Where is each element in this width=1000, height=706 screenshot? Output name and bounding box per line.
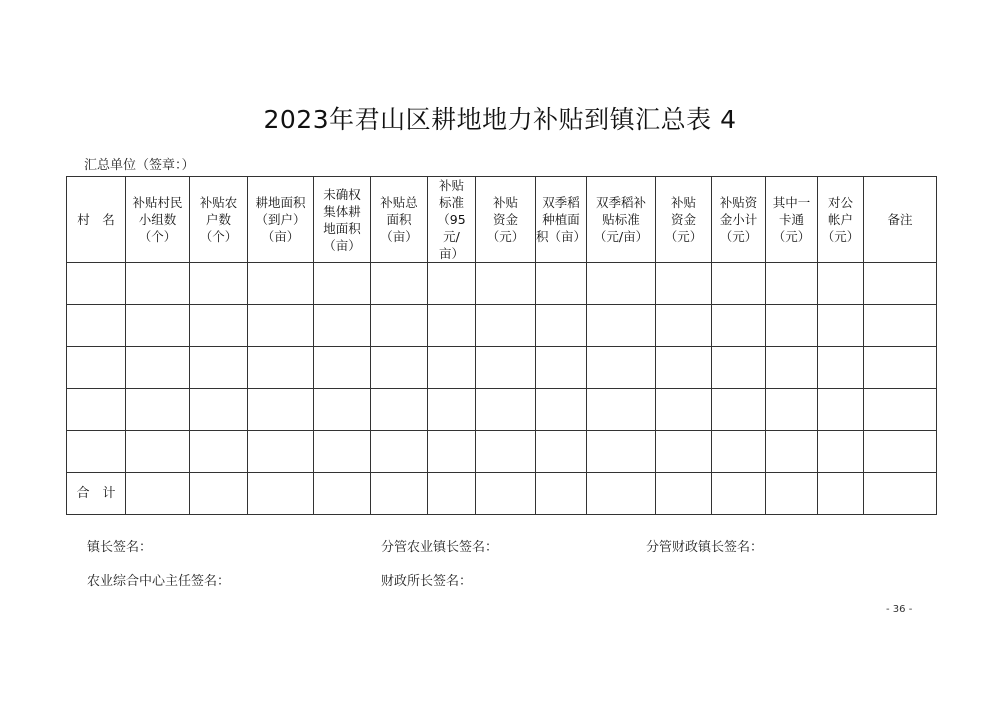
agri-center-director-signature-label: 农业综合中心主任签名：	[87, 574, 231, 589]
table-cell	[371, 473, 428, 515]
column-header-line: 补贴资	[719, 195, 758, 210]
column-header-line: 资金	[670, 212, 696, 227]
table-cell	[766, 263, 818, 305]
table-cell	[428, 263, 476, 305]
table-cell	[190, 389, 248, 431]
table-cell	[587, 473, 656, 515]
column-header-line: （元）	[664, 229, 703, 244]
table-cell	[126, 473, 190, 515]
subsidy-summary-table	[66, 176, 937, 515]
table-cell	[476, 431, 536, 473]
table-cell	[67, 263, 126, 305]
column-header-line: 面积	[386, 212, 412, 227]
column-header	[476, 177, 536, 263]
column-header	[428, 177, 476, 263]
column-header-line: （元）	[719, 229, 758, 244]
table-cell	[587, 389, 656, 431]
table-cell	[371, 389, 428, 431]
table-header-row	[67, 177, 937, 263]
column-header	[314, 177, 371, 263]
table-cell	[766, 431, 818, 473]
column-header-line: （元/亩）	[593, 229, 649, 244]
column-header-line: 资金	[492, 212, 518, 227]
table-cell	[371, 305, 428, 347]
column-header-line: （亩）	[380, 229, 418, 244]
table-cell	[67, 305, 126, 347]
column-header-line: 帐户	[827, 212, 853, 227]
table-cell	[476, 347, 536, 389]
table-cell	[371, 263, 428, 305]
column-header-line: 对公	[827, 195, 853, 210]
table-cell	[656, 389, 712, 431]
table-cell	[371, 347, 428, 389]
column-header-line: （到户）	[255, 212, 306, 227]
table-cell	[314, 305, 371, 347]
column-header	[712, 177, 766, 263]
page-number: - 36 -	[886, 604, 913, 615]
table-cell	[656, 305, 712, 347]
table-cell	[67, 347, 126, 389]
column-header-line: 户数	[205, 212, 231, 227]
table-cell	[818, 263, 864, 305]
table-cell	[248, 305, 314, 347]
page-title: 2023年君山区耕地地力补贴到镇汇总表 4	[263, 105, 737, 134]
column-header-line: 地面积	[323, 220, 361, 236]
column-header-line: 金小计	[719, 212, 758, 227]
table-cell	[864, 431, 937, 473]
table-cell	[314, 263, 371, 305]
column-header-line: （95 元/	[437, 212, 466, 244]
column-header	[190, 177, 248, 263]
total-row-label: 合 计	[67, 473, 126, 515]
column-header-line: 补贴村民	[132, 195, 183, 210]
column-header-line: 未确权	[323, 186, 361, 202]
table-row	[67, 305, 937, 347]
table-cell	[587, 431, 656, 473]
table-cell	[712, 305, 766, 347]
table-cell	[864, 263, 937, 305]
column-header-line: 集体耕	[323, 203, 361, 219]
table-cell	[587, 263, 656, 305]
column-header	[587, 177, 656, 263]
table-cell	[712, 473, 766, 515]
column-header-line: 贴标准	[602, 212, 640, 227]
table-cell	[428, 305, 476, 347]
table-cell	[190, 347, 248, 389]
table-cell	[190, 473, 248, 515]
table-cell	[314, 389, 371, 431]
table-row	[67, 389, 937, 431]
table-cell	[476, 389, 536, 431]
column-header-line: （元）	[486, 229, 525, 244]
table-cell	[476, 263, 536, 305]
table-cell	[712, 347, 766, 389]
table-cell	[190, 431, 248, 473]
table-cell	[67, 389, 126, 431]
table-cell	[248, 473, 314, 515]
table-cell	[190, 305, 248, 347]
column-header-line: （个）	[199, 229, 238, 244]
column-header-line: 备注	[887, 212, 913, 227]
table-cell	[864, 347, 937, 389]
table-cell	[126, 431, 190, 473]
column-header-line: 双季稻	[542, 195, 580, 210]
agri-deputy-signature-label: 分管农业镇长签名：	[381, 540, 499, 555]
table-cell	[536, 389, 587, 431]
table-cell	[656, 263, 712, 305]
table-cell	[248, 263, 314, 305]
column-header-line: 补贴总	[380, 195, 418, 210]
table-cell	[864, 473, 937, 515]
column-header	[864, 177, 937, 263]
table-cell	[126, 305, 190, 347]
table-cell	[656, 347, 712, 389]
table-cell	[656, 473, 712, 515]
column-header-line: 双季稻补	[595, 195, 646, 210]
column-header-line: 卡通	[778, 212, 804, 227]
column-header-line: 补贴	[492, 195, 518, 210]
table-cell	[766, 347, 818, 389]
table-cell	[126, 347, 190, 389]
table-cell	[864, 305, 937, 347]
column-header	[67, 177, 126, 263]
table-cell	[712, 431, 766, 473]
table-cell	[587, 347, 656, 389]
table-cell	[371, 431, 428, 473]
total-row	[67, 473, 937, 515]
column-header	[248, 177, 314, 263]
table-cell	[712, 389, 766, 431]
column-header-line: 小组数	[138, 212, 177, 227]
table-cell	[536, 263, 587, 305]
column-header-line: （个）	[138, 229, 177, 244]
table-cell	[536, 431, 587, 473]
table-cell	[476, 305, 536, 347]
column-header-line: 补贴农	[199, 195, 238, 210]
column-header-line: 标准	[438, 195, 464, 210]
column-header	[766, 177, 818, 263]
table-cell	[314, 431, 371, 473]
table-cell	[766, 389, 818, 431]
column-header	[818, 177, 864, 263]
column-header-line: 积（亩）	[536, 229, 587, 244]
table-cell	[248, 347, 314, 389]
table-cell	[428, 389, 476, 431]
table-cell	[864, 389, 937, 431]
column-header-line: 补贴	[438, 178, 464, 193]
column-header-line: （亩）	[323, 237, 361, 253]
column-header	[656, 177, 712, 263]
column-header-line: （元）	[772, 229, 811, 244]
table-cell	[126, 389, 190, 431]
table-cell	[248, 389, 314, 431]
table-cell	[314, 347, 371, 389]
column-header-line: 其中一	[772, 195, 811, 210]
finance-deputy-signature-label: 分管财政镇长签名：	[646, 540, 764, 555]
column-header-line: 耕地面积	[255, 195, 306, 210]
table-cell	[818, 473, 864, 515]
column-header-line: （亩）	[261, 229, 300, 244]
finance-director-signature-label: 财政所长签名：	[381, 574, 473, 589]
table-cell	[712, 263, 766, 305]
column-header	[126, 177, 190, 263]
table-cell	[818, 389, 864, 431]
table-cell	[428, 431, 476, 473]
column-header-line: 种植面	[542, 212, 580, 227]
mayor-signature-label: 镇长签名：	[87, 540, 153, 555]
table-cell	[248, 431, 314, 473]
table-cell	[818, 305, 864, 347]
table-cell	[536, 305, 587, 347]
table-cell	[818, 431, 864, 473]
column-header-line: 村 名	[77, 212, 115, 227]
table-cell	[67, 431, 126, 473]
table-row	[67, 263, 937, 305]
summary-unit-label: 汇总单位（签章：）	[84, 158, 195, 173]
table-cell	[476, 473, 536, 515]
table-cell	[428, 473, 476, 515]
table-cell	[428, 347, 476, 389]
column-header	[371, 177, 428, 263]
table-cell	[314, 473, 371, 515]
table-cell	[126, 263, 190, 305]
table-cell	[766, 473, 818, 515]
column-header-line: 亩）	[438, 246, 464, 261]
table-row	[67, 431, 937, 473]
table-cell	[656, 431, 712, 473]
column-header-line: 补贴	[670, 195, 696, 210]
table-cell	[818, 347, 864, 389]
table-cell	[766, 305, 818, 347]
column-header-line: （元）	[821, 229, 860, 244]
table-cell	[190, 263, 248, 305]
column-header	[536, 177, 587, 263]
table-cell	[536, 347, 587, 389]
table-row	[67, 347, 937, 389]
table-cell	[536, 473, 587, 515]
table-cell	[587, 305, 656, 347]
